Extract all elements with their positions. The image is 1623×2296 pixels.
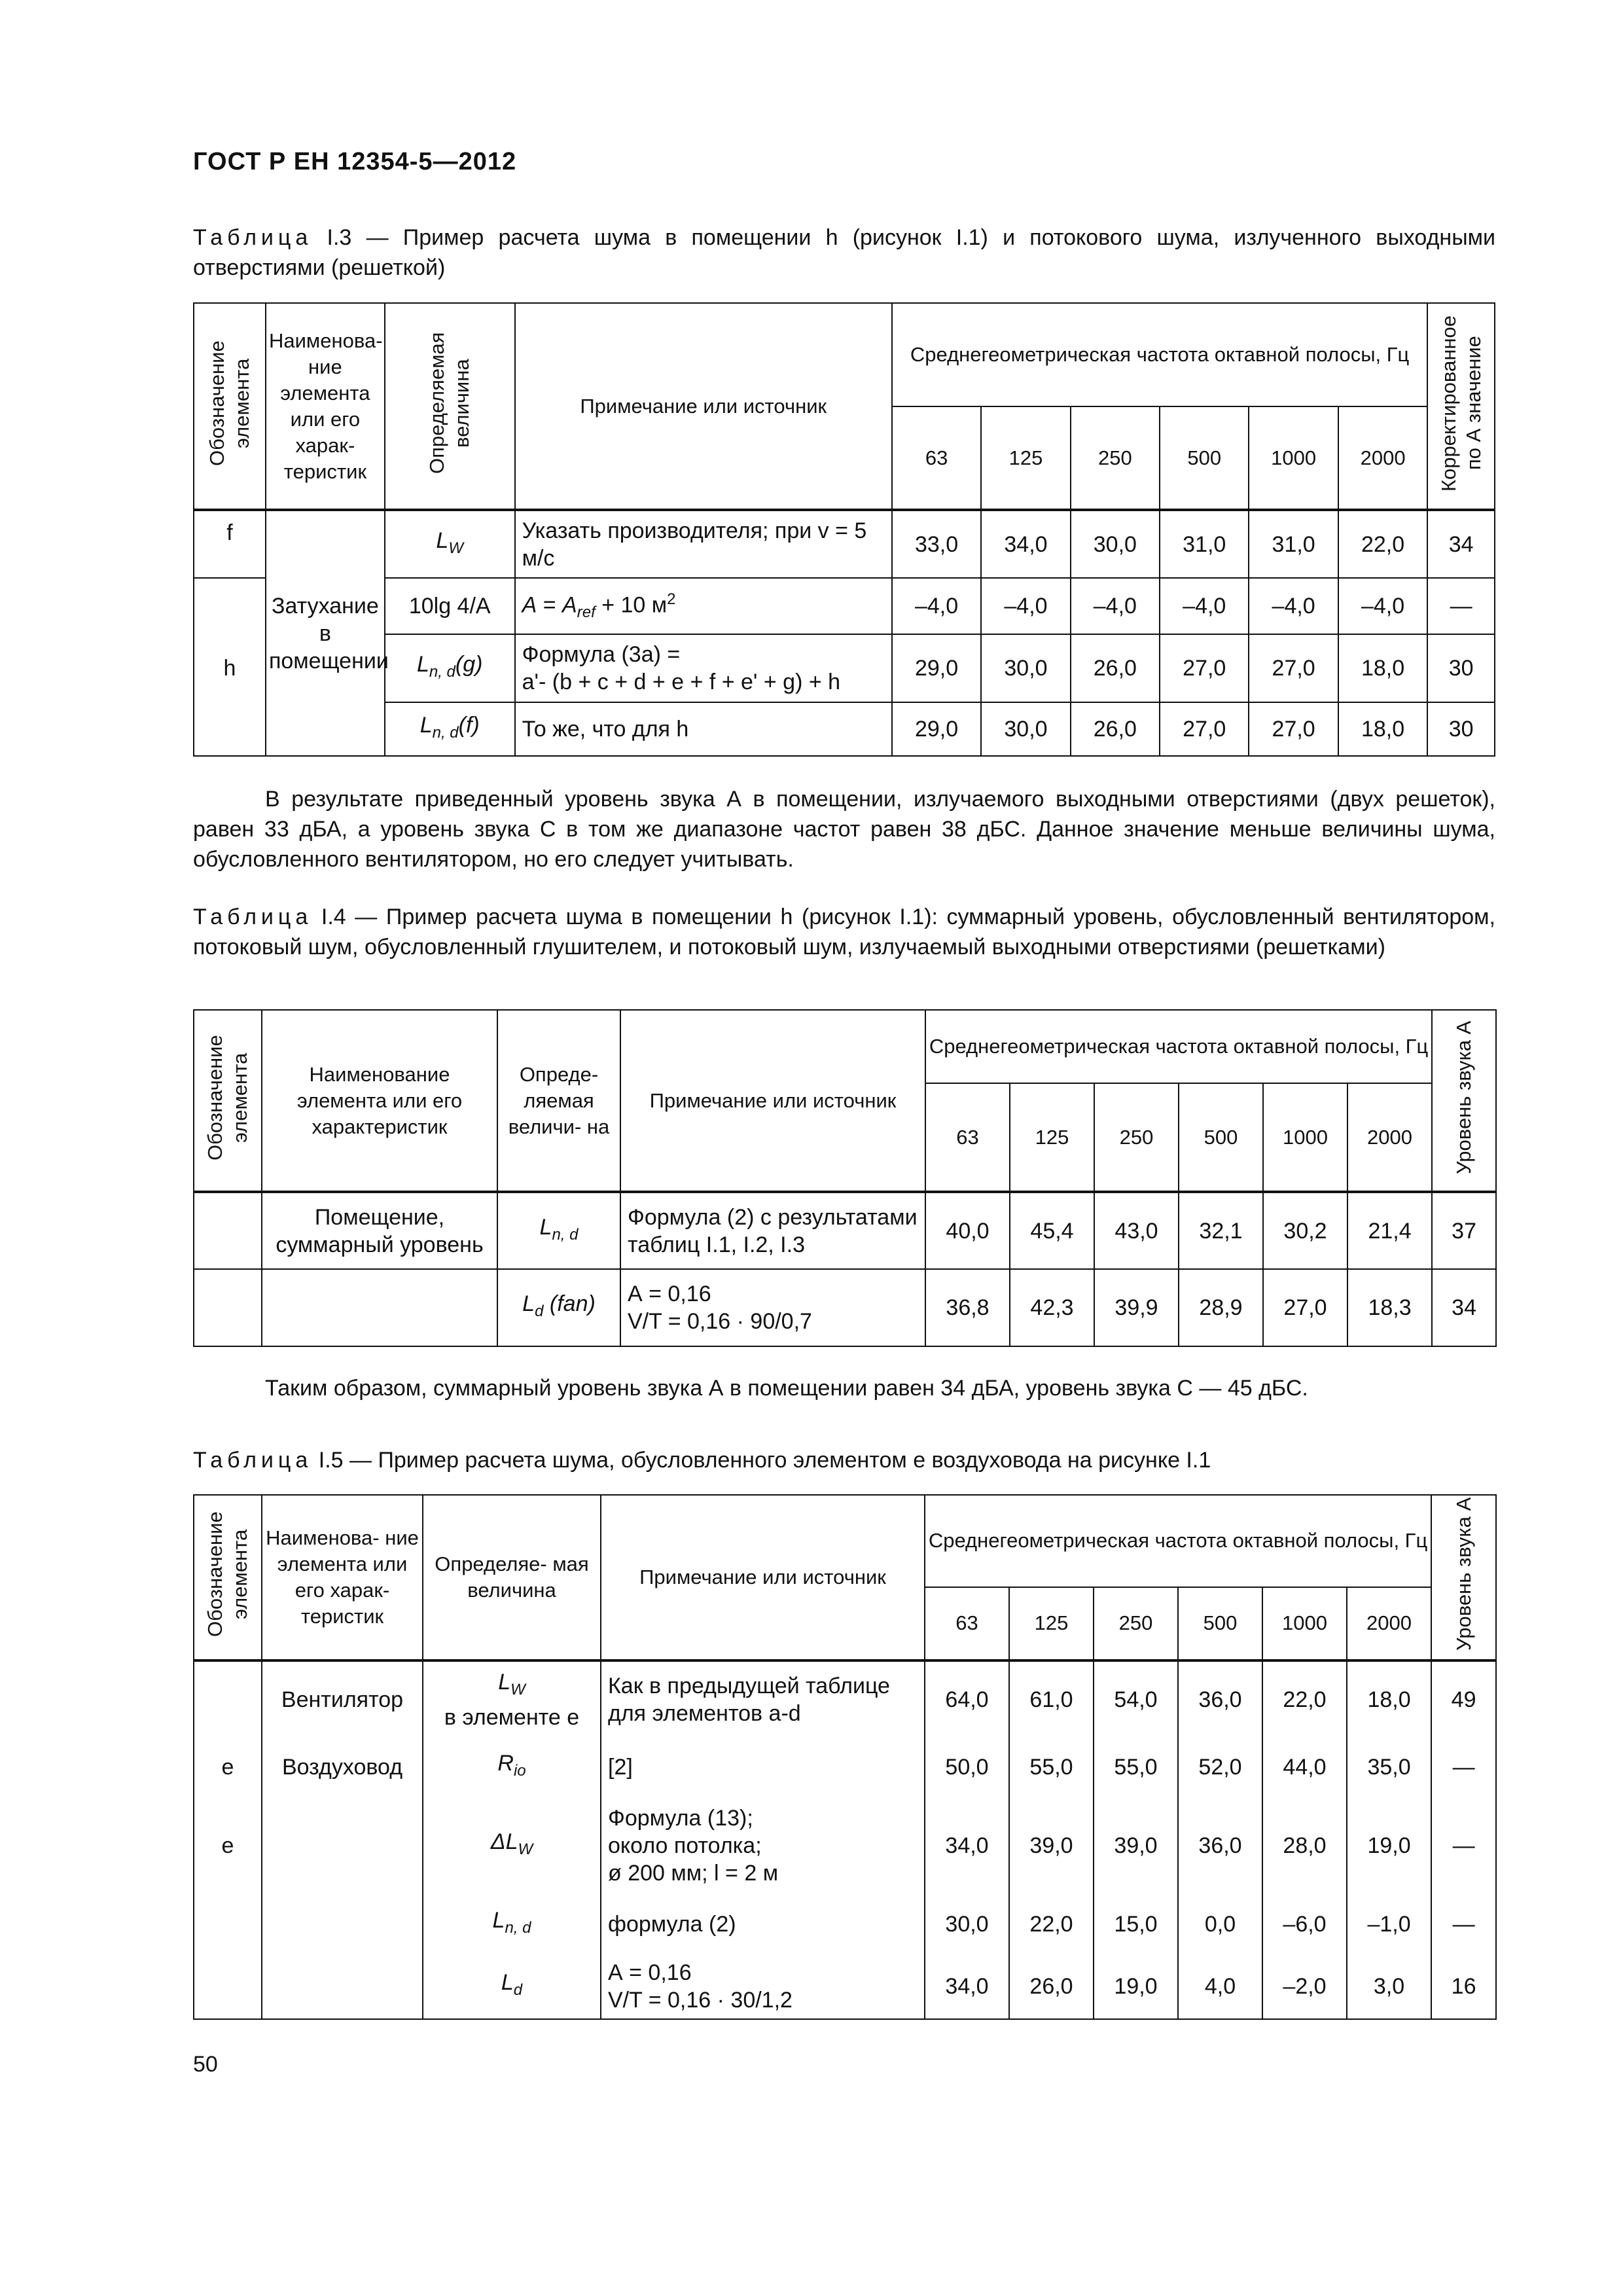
- designation-cell: е: [194, 1797, 262, 1895]
- value-cell: 34,0: [981, 510, 1070, 578]
- value-cell: 3,0: [1347, 1954, 1431, 2019]
- table-row: [194, 1738, 1496, 1797]
- note-cell: [2]: [601, 1738, 925, 1797]
- name-cell: [262, 1954, 423, 2019]
- designation-cell: [194, 1954, 262, 2019]
- value-cell: 39,0: [1009, 1797, 1094, 1895]
- value-cell: 15,0: [1094, 1895, 1178, 1954]
- value-cell: 34,0: [925, 1954, 1009, 2019]
- value-cell: 44,0: [1262, 1738, 1347, 1797]
- table-row: [194, 510, 1495, 578]
- value-cell: 36,0: [1178, 1797, 1262, 1895]
- value-cell: 27,0: [1160, 702, 1249, 756]
- value-cell: –4,0: [1249, 578, 1338, 634]
- value-cell: 54,0: [1094, 1660, 1178, 1738]
- col-corrected-header: Корректированное по А значение: [1427, 303, 1495, 510]
- designation-cell: [194, 1269, 262, 1346]
- table-5: [193, 1494, 1497, 2020]
- value-cell: 27,0: [1263, 1269, 1347, 1346]
- value-cell: 27,0: [1249, 634, 1338, 702]
- freq-63: 63: [892, 406, 981, 510]
- level-cell: —: [1431, 1797, 1496, 1895]
- col-name-header: Наименова- ние элемента или его харак- теристик: [262, 1495, 423, 1660]
- table-row: [194, 702, 1495, 756]
- name-cell: Помещение, суммарный уровень: [262, 1192, 497, 1269]
- document-header: ГОСТ Р ЕН 12354-5—2012: [193, 148, 517, 175]
- note-cell: Формула (2) с результатами таблиц I.1, I.2, I.3: [620, 1192, 925, 1269]
- value-cell: –4,0: [892, 578, 981, 634]
- note-cell: То же, что для h: [515, 702, 892, 756]
- value-cell: 36,8: [925, 1269, 1010, 1346]
- value-cell: 34,0: [925, 1797, 1009, 1895]
- quantity-cell: $L_d$ (fan): [497, 1269, 620, 1346]
- quantity-cell: $L_W$ в элементе е: [423, 1660, 601, 1738]
- value-cell: 26,0: [1071, 634, 1160, 702]
- col-level-header: Уровень звука А: [1431, 1495, 1496, 1660]
- designation-cell: f: [194, 510, 266, 578]
- col-freq-header: Среднегеометрическая частота октавной полосы, Гц: [892, 303, 1427, 406]
- level-cell: —: [1431, 1738, 1496, 1797]
- freq-1000: 1000: [1263, 1083, 1347, 1192]
- value-cell: 43,0: [1094, 1192, 1179, 1269]
- value-cell: 4,0: [1178, 1954, 1262, 2019]
- paragraph-2: Таким образом, суммарный уровень звука А в помещении равен 34 дБА, уровень звука С — 45 дБС.: [265, 1376, 1308, 1401]
- freq-500: 500: [1178, 1587, 1262, 1660]
- col-designation-header: Обозначение элемента: [194, 303, 266, 510]
- value-cell: 30,0: [925, 1895, 1009, 1954]
- value-cell: 52,0: [1178, 1738, 1262, 1797]
- value-cell: 30,0: [981, 634, 1070, 702]
- value-cell: 31,0: [1160, 510, 1249, 578]
- value-cell: 30,0: [1071, 510, 1160, 578]
- value-cell: –4,0: [1338, 578, 1427, 634]
- value-cell: –4,0: [1071, 578, 1160, 634]
- value-cell: 27,0: [1249, 702, 1338, 756]
- value-cell: –1,0: [1347, 1895, 1431, 1954]
- value-cell: 55,0: [1009, 1738, 1094, 1797]
- value-cell: 32,1: [1179, 1192, 1263, 1269]
- value-cell: 39,0: [1094, 1797, 1178, 1895]
- value-cell: 22,0: [1338, 510, 1427, 578]
- paragraph-1: В результате приведенный уровень звука А в помещении, излучаемого выходными отверстиями (двух решеток), равен 33 дБА, а уровень звука С в том же диапазоне частот равен 38 дБС. Данное значение меньше величины шума, обусловленного вентилятором, но его следует учитывать.: [193, 787, 1495, 872]
- value-cell: –2,0: [1262, 1954, 1347, 2019]
- freq-2000: 2000: [1347, 1083, 1432, 1192]
- table-4-caption: Таблица I.4 — Пример расчета шума в помещении h (рисунок I.1): суммарный уровень, обусловленный вентилятором, потоковый шум, обусловленный глушителем, и потоковый шум, излучаемый выходными отверстиями (решетками): [193, 905, 1495, 960]
- freq-1000: 1000: [1262, 1587, 1347, 1660]
- table-3: [193, 302, 1495, 757]
- value-cell: 42,3: [1010, 1269, 1094, 1346]
- table-row: [194, 1797, 1496, 1895]
- freq-125: 125: [1009, 1587, 1094, 1660]
- quantity-cell: $L_{n, d}(g)$: [385, 634, 515, 702]
- freq-250: 250: [1094, 1587, 1178, 1660]
- col-freq-header: Среднегеометрическая частота октавной полосы, Гц: [925, 1010, 1432, 1083]
- freq-125: 125: [1010, 1083, 1094, 1192]
- freq-500: 500: [1179, 1083, 1263, 1192]
- quantity-cell: $R_{io}$: [423, 1738, 601, 1797]
- value-cell: 18,3: [1347, 1269, 1432, 1346]
- quantity-cell: $L_{n, d}$: [423, 1895, 601, 1954]
- value-cell: –6,0: [1262, 1895, 1347, 1954]
- table-3-caption: Таблица I.3 — Пример расчета шума в помещении h (рисунок I.1) и потокового шума, излученного выходными отверстиями (решеткой): [193, 225, 1495, 280]
- name-cell: [262, 1797, 423, 1895]
- col-name-header: Наименова- ние элемента или его харак- теристик: [266, 303, 385, 510]
- value-cell: 22,0: [1262, 1660, 1347, 1738]
- value-cell: 19,0: [1094, 1954, 1178, 2019]
- value-cell: 19,0: [1347, 1797, 1431, 1895]
- note-cell: формула (2): [601, 1895, 925, 1954]
- designation-cell: [194, 702, 266, 756]
- col-level-header: Уровень звука А: [1432, 1010, 1496, 1192]
- value-cell: 18,0: [1347, 1660, 1431, 1738]
- col-note-header: Примечание или источник: [515, 303, 892, 510]
- value-cell: 36,0: [1178, 1660, 1262, 1738]
- designation-cell: [194, 578, 266, 634]
- quantity-cell: $L_W$: [385, 510, 515, 578]
- designation-cell: [194, 1895, 262, 1954]
- freq-1000: 1000: [1249, 406, 1338, 510]
- name-cell: Затухание в помещении: [266, 510, 385, 756]
- designation-cell: [194, 1192, 262, 1269]
- col-quantity-header: Определяе- мая величина: [423, 1495, 601, 1660]
- freq-63: 63: [925, 1083, 1010, 1192]
- corrected-cell: —: [1427, 578, 1495, 634]
- col-quantity-header: Опреде- ляемая величи- на: [497, 1010, 620, 1192]
- value-cell: 31,0: [1249, 510, 1338, 578]
- freq-2000: 2000: [1347, 1587, 1431, 1660]
- value-cell: –4,0: [1160, 578, 1249, 634]
- table-row: [194, 1954, 1496, 2019]
- value-cell: 21,4: [1347, 1192, 1432, 1269]
- freq-250: 250: [1071, 406, 1160, 510]
- freq-125: 125: [981, 406, 1070, 510]
- level-cell: 16: [1431, 1954, 1496, 2019]
- quantity-cell: 10lg 4/A: [385, 578, 515, 634]
- value-cell: 18,0: [1338, 634, 1427, 702]
- note-cell: А = 0,16 V/T = 0,16 · 90/0,7: [620, 1269, 925, 1346]
- value-cell: 50,0: [925, 1738, 1009, 1797]
- table-row: [194, 1895, 1496, 1954]
- freq-250: 250: [1094, 1083, 1179, 1192]
- value-cell: 26,0: [1009, 1954, 1094, 2019]
- table-row: [194, 1269, 1496, 1346]
- value-cell: 35,0: [1347, 1738, 1431, 1797]
- freq-500: 500: [1160, 406, 1249, 510]
- col-note-header: Примечание или источник: [620, 1010, 925, 1192]
- table-row: [194, 1192, 1496, 1269]
- table-row: [194, 634, 1495, 702]
- name-cell: Вентилятор: [262, 1660, 423, 1738]
- quantity-cell: $L_{n, d}$: [497, 1192, 620, 1269]
- value-cell: 28,9: [1179, 1269, 1263, 1346]
- name-cell: Воздуховод: [262, 1738, 423, 1797]
- value-cell: 55,0: [1094, 1738, 1178, 1797]
- note-cell: $A = A_{ref} + 10$ $м^2$: [515, 578, 892, 634]
- note-cell: Указать производителя; при v = 5 м/с: [515, 510, 892, 578]
- value-cell: –4,0: [981, 578, 1070, 634]
- value-cell: 30,0: [981, 702, 1070, 756]
- value-cell: 29,0: [892, 702, 981, 756]
- col-designation-header: Обозначение элемента: [194, 1495, 262, 1660]
- table-4: [193, 1009, 1497, 1347]
- value-cell: 27,0: [1160, 634, 1249, 702]
- value-cell: 40,0: [925, 1192, 1010, 1269]
- value-cell: 0,0: [1178, 1895, 1262, 1954]
- value-cell: 45,4: [1010, 1192, 1094, 1269]
- corrected-cell: 30: [1427, 634, 1495, 702]
- freq-2000: 2000: [1338, 406, 1427, 510]
- note-cell: Формула (13); около потолка; ø 200 мм; l = 2 м: [601, 1797, 925, 1895]
- col-freq-header: Среднегеометрическая частота октавной полосы, Гц: [925, 1495, 1431, 1587]
- page-number: 50: [193, 2052, 218, 2077]
- corrected-cell: 34: [1427, 510, 1495, 578]
- designation-cell: е: [194, 1738, 262, 1797]
- value-cell: 28,0: [1262, 1797, 1347, 1895]
- quantity-cell: $L_{n, d}(f)$: [385, 702, 515, 756]
- name-cell: [262, 1269, 497, 1346]
- col-quantity-header: Определяемая величина: [385, 303, 515, 510]
- name-cell: [262, 1895, 423, 1954]
- note-cell: А = 0,16 V/T = 0,16 · 30/1,2: [601, 1954, 925, 2019]
- value-cell: 26,0: [1071, 702, 1160, 756]
- col-designation-header: Обозначение элемента: [194, 1010, 262, 1192]
- value-cell: 39,9: [1094, 1269, 1179, 1346]
- designation-cell: [194, 1660, 262, 1738]
- value-cell: 18,0: [1338, 702, 1427, 756]
- quantity-cell: $L_d$: [423, 1954, 601, 2019]
- table-row: [194, 1660, 1496, 1738]
- value-cell: 30,2: [1263, 1192, 1347, 1269]
- col-name-header: Наименование элемента или его характеристик: [262, 1010, 497, 1192]
- value-cell: 22,0: [1009, 1895, 1094, 1954]
- freq-63: 63: [925, 1587, 1009, 1660]
- note-cell: Формула (3а) = a'- (b + c + d + e + f + e' + g) + h: [515, 634, 892, 702]
- designation-cell: h: [194, 634, 266, 702]
- col-note-header: Примечание или источник: [601, 1495, 925, 1660]
- table-5-caption: Таблица I.5 — Пример расчета шума, обусловленного элементом е воздуховода на рисунке I.1: [193, 1448, 1211, 1473]
- quantity-cell: $\Delta L_W$: [423, 1797, 601, 1895]
- value-cell: 64,0: [925, 1660, 1009, 1738]
- level-cell: 49: [1431, 1660, 1496, 1738]
- table-row: [194, 578, 1495, 634]
- corrected-cell: 30: [1427, 702, 1495, 756]
- level-cell: —: [1431, 1895, 1496, 1954]
- value-cell: 33,0: [892, 510, 981, 578]
- level-cell: 37: [1432, 1192, 1496, 1269]
- level-cell: 34: [1432, 1269, 1496, 1346]
- note-cell: Как в предыдущей таблице для элементов a-d: [601, 1660, 925, 1738]
- value-cell: 29,0: [892, 634, 981, 702]
- value-cell: 61,0: [1009, 1660, 1094, 1738]
